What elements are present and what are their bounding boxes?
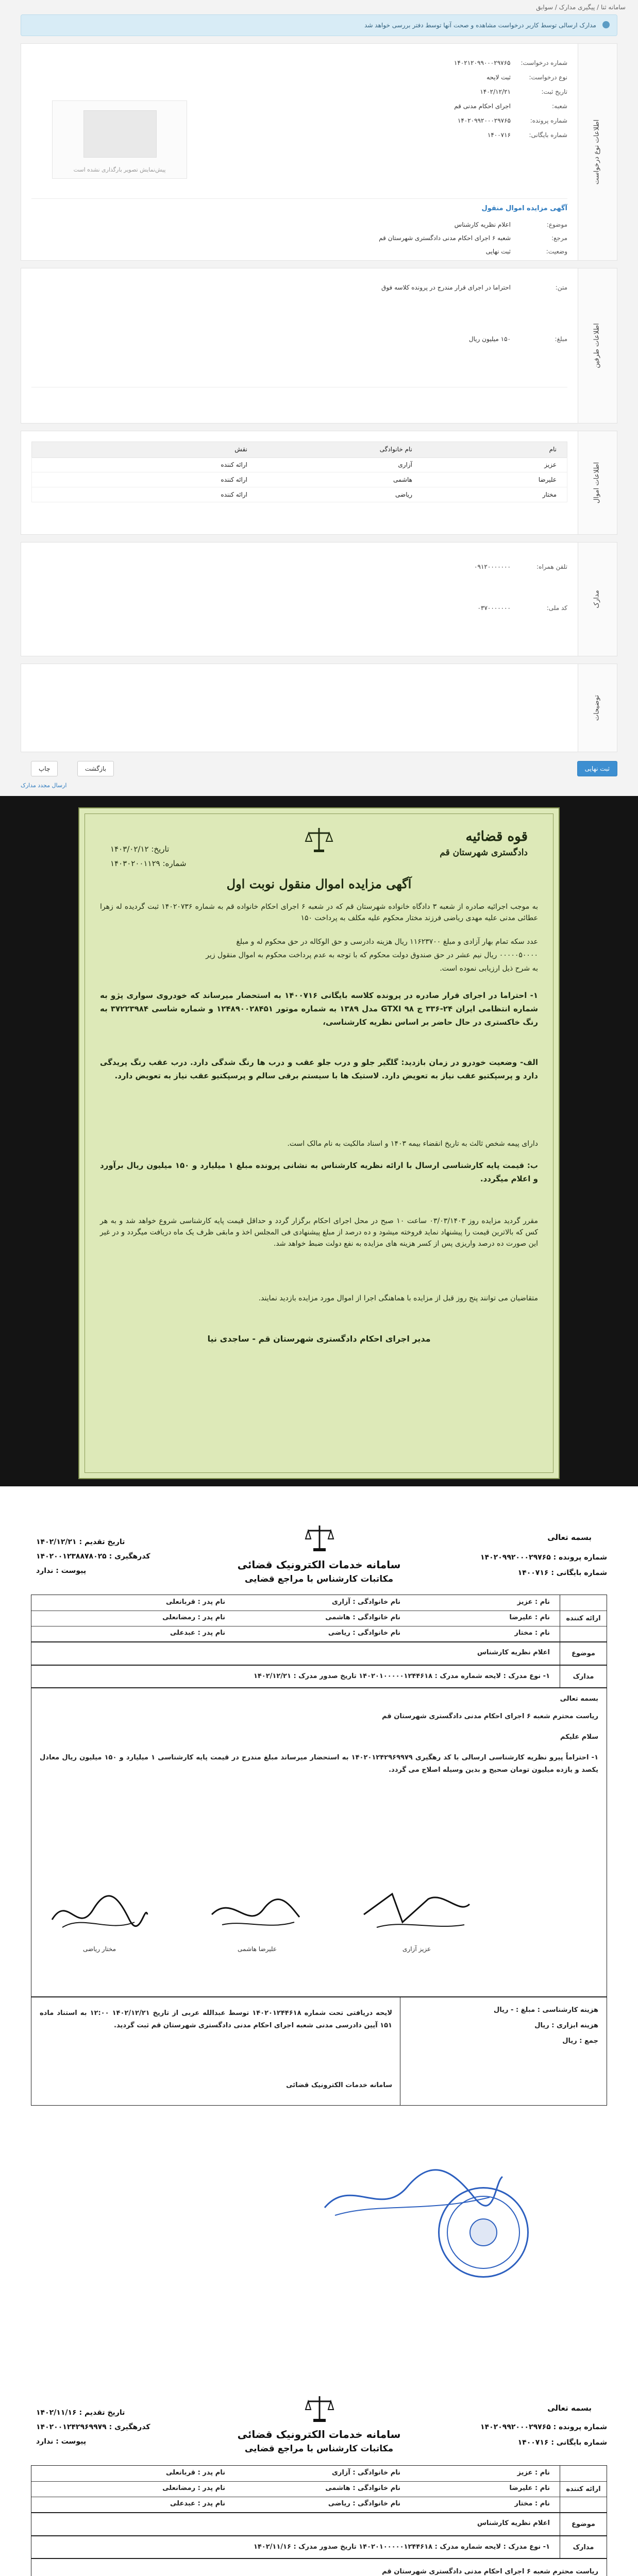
signer-name: مختار ریاضی: [83, 1945, 116, 1953]
doc-system-title: سامانه خدمات الکترونیک قضائی: [237, 1558, 401, 1571]
notice-title: آگهی مزایده اموال منقول نوبت اول: [226, 876, 412, 891]
notice-paragraph: دارای پیمه شخص ثالث به تاریخ انقضاء بیمه ۱۴۰۳ و اسناد مالکیت به نام مالک است.: [287, 1140, 538, 1148]
field-row: تاریخ ثبت:۱۴۰۲/۱۲/۲۱: [480, 88, 567, 95]
doc-registration-note: لایحه دریافتی تحت شماره ۱۴۰۲۰۱۲۴۴۶۱۸ توسط عبدالله عربی از تاریخ ۱۴۰۲/۱۲/۲۱ ۱۲:۰۰ به استناد ماده ۱۵۱ آیین دادرسی مدنی شعبه اجرای احکام مدنی دادگستری شهرستان قم ثبت گردید.: [40, 2009, 392, 2029]
doc-doc-info: ۱- نوع مدرک : لایحه شماره مدرک : ۱۴۰۲۰۱۰۰۰۰۰۱۲۴۴۶۱۸ تاریخ صدور مدرک : ۱۴۰۲/۱۲/۲۱: [253, 1672, 550, 1680]
table-row[interactable]: عزیز آزاری ارائه کننده: [31, 457, 567, 472]
notice-paragraph: مقرر گردید مزایده روز ۰۳/۰۳/۱۴۰۳ ساعت ۱۰ صبح در محل اجرای احکام برگزار گردد و حداقل قیمت پایه کارشناسی شروع خواهد شد و به هر کس که بالاترین قیمت را پیشنهاد نماید فروخته میشود و ده درصد از مبلغ پیشنهادی فی المجلس اخذ و مابقی ظرف یک ماه دریافت میگردد و در غیر این صورت ده درصد واریزی پس از کسر هزینه های مزایده به نفع دولت ضبط خواهد شد.: [100, 1217, 539, 1248]
action-bar: [21, 758, 617, 779]
doc-addressee: ریاست محترم شعبه ۶ اجرای احکام مدنی دادگستری شهرستان قم: [382, 1713, 598, 1720]
document-2: [0, 2362, 638, 2576]
doc-body: [31, 1687, 607, 1997]
doc-footer: سامانه خدمات الکترونیک قضائی: [286, 2081, 392, 2089]
field-row: شماره پرونده:۱۴۰۲۰۹۹۲۰۰۰۲۹۷۶۵: [457, 117, 567, 124]
notice-number: شماره: ۱۴۰۳۰۲۰۰۱۱۲۹: [110, 859, 187, 868]
signature-icon: [356, 1884, 475, 1940]
field-row: کد ملی:۰۳۷۰۰۰۰۰۰۰: [477, 604, 567, 612]
field-row: متن:احتراما در اجرای قرار مندرج در پرونده کلاسه فوق: [381, 284, 567, 291]
notes-card: [21, 664, 578, 752]
doc-docs-side: مدارک: [560, 1665, 607, 1688]
doc-subject-side: موضوع: [560, 2513, 607, 2536]
image-preview: [52, 100, 187, 179]
field-row: وضعیت:ثبت نهایی: [485, 248, 567, 255]
doc-doc-info: ۱- نوع مدرک : لایحه شماره مدرک : ۱۴۰۲۰۱۰۰۰۰۰۱۲۴۴۶۱۸ تاریخ صدور مدرک : ۱۴۰۲/۱۱/۱۶: [253, 2543, 550, 2551]
tab-notes[interactable]: توضیحات: [576, 664, 617, 752]
signature-icon: [47, 1884, 150, 1940]
doc-greeting: سلام علیکم: [560, 1733, 598, 1741]
doc-case-number: شماره پرونده : ۱۴۰۲۰۹۹۲۰۰۰۲۹۷۶۵: [480, 2423, 607, 2431]
official-stamp-icon: [438, 2187, 529, 2278]
breadcrumb: سامانه ثنا / پیگیری مدارک / سوابق: [536, 4, 626, 11]
doc-attachment: پیوست : ندارد: [36, 2437, 87, 2446]
doc-body: [31, 2558, 607, 2576]
notice-image-area: [0, 796, 638, 1486]
parties-card: [21, 268, 578, 423]
doc-attachment: پیوست : ندارد: [36, 1567, 87, 1575]
doc-submit-date: تاریخ تقدیم : ۱۴۰۲/۱۲/۲۱: [36, 1538, 125, 1546]
field-row: شماره درخواست:۱۴۰۲۱۲۰۹۹۰۰۰۲۹۷۶۵: [454, 59, 567, 66]
field-row: شماره بایگانی:۱۴۰۰۷۱۶: [487, 131, 567, 139]
doc-archive-number: شماره بایگانی : ۱۴۰۰۷۱۶: [517, 2438, 607, 2447]
justice-scale-icon: [304, 824, 334, 855]
doc-tracking-code: کدرهگیری : ۱۴۰۲۰۰۱۲۳۸۸۷۸۰۲۵: [36, 1552, 150, 1561]
notice-paragraph: ۰۰۰۰۰۵۰۰۰۰ ریال نیم عشر در حق صندوق دولت محکوم که با توجه به عدم پرداخت محکوم به اموال منقول زیر: [206, 951, 538, 959]
field-row: تلفن همراه:۰۹۱۲۰۰۰۰۰۰۰: [474, 563, 567, 570]
signer-name: علیرضا هاشمی: [238, 1945, 277, 1953]
doc-main-text: ۱- احتراماً پیرو نظریه کارشناسی ارسالی با کد رهگیری ۱۴۰۲۰۱۲۴۲۹۶۹۹۷۹ به استحضار میرساند مبلغ مندرج در قیمت پایه کارشناسی ۱ میلیارد و ۱۵۰ میلیون ریال معادل یکصد و یازده میلیون تومان صحیح و بدین وسیله اصلاح می گردد.: [40, 1754, 598, 1774]
tab-parties[interactable]: اطلاعات طرفین: [576, 268, 617, 423]
doc-footer-box: [31, 1996, 607, 2106]
notice-signature: مدیر اجرای احکام دادگستری شهرستان قم - ساجدی نیا: [207, 1334, 431, 1344]
doc-parties-table: ارائه کننده نام : عزیز نام خانوادگی : آزاری نام پدر : قربانعلی نام : علیرضا نام خانوادگی : هاشمی نام پدر : رمضانعلی نام : مختار نام خانوادگی : ریاضی نام پدر : عبدعلی موضوع اعلام نظریه کارشناس مدارک ۱- نوع مدرک : لایحه شماره مدرک : ۱۴۰۲۰۱۰۰۰۰۰۱۲۴۴۶۱۸ تاریخ صدور مدرک : ۱۴۰۲/۱۱/۱۶: [31, 2465, 607, 2559]
doc-docs-side: مدارک: [560, 2536, 607, 2558]
doc-case-number: شماره پرونده : ۱۴۰۲۰۹۹۲۰۰۰۲۹۷۶۵: [480, 1553, 607, 1562]
tab-request-info[interactable]: اطلاعات نوع درخواست: [576, 43, 617, 261]
doc-fee: جمع : ریال: [562, 2037, 598, 2045]
field-row: نوع درخواست:ثبت لایحه: [486, 74, 567, 81]
signer-name: عزیز آزاری: [402, 1945, 431, 1953]
document-1: [0, 1486, 638, 2362]
notice-bold-paragraph: الف- وضعیت خودرو در زمان بازدید: گلگیر جلو و درب جلو عقب و درب ها رنگ شدگی دارد. درب عقب رنگ پریدگی دارد و پرسپکتیو عقب نیاز به تعویض دارد. لاستیک ها با سیستم برقی سالم و پرسپکتیو عقب نیاز به تعویض دارد.: [100, 1058, 538, 1080]
submit-button[interactable]: ثبت نهایی: [577, 761, 617, 776]
doc-submit-date: تاریخ تقدیم : ۱۴۰۲/۱۱/۱۶: [36, 2409, 125, 2417]
resend-docs-link[interactable]: ارسال مجدد مدارک: [21, 782, 67, 789]
doc-subject: اعلام نظریه کارشناس: [477, 2519, 550, 2527]
doc-fee: هزینه ابزاری : ریال: [534, 2022, 598, 2029]
info-alert-text: مدارک ارسالی توسط کاربر درخواست مشاهده و صحت آنها توسط دفتر بررسی خواهد شد: [364, 22, 596, 29]
info-icon: [602, 21, 610, 28]
doc-submitter-side: ارائه کننده: [560, 2466, 607, 2513]
image-preview-caption: پیش‌نمایش تصویر بارگذاری نشده است: [73, 166, 166, 173]
docs-card: [21, 542, 578, 656]
notice-bold-paragraph: ب: قیمت پایه کارشناسی ارسال با ارائه نظریه کارشناس به نشانی پرونده مبلغ ۱ میلیارد و ۱۵۰ میلیون ریال برآورد و اعلام میگردد.: [100, 1161, 538, 1183]
table-row[interactable]: علیرضا هاشمی ارائه کننده: [31, 472, 567, 487]
doc-basmala: بسمه تعالی: [547, 2403, 592, 2413]
image-placeholder-icon: [83, 110, 157, 158]
notice-paragraph: به شرح ذیل ارزیابی نموده است.: [440, 964, 538, 973]
field-row: شعبه:اجرای احکام مدنی قم: [454, 103, 567, 110]
field-row: موضوع:اعلام نظریه کارشناس: [454, 221, 567, 228]
doc-system-title: سامانه خدمات الکترونیک قضائی: [237, 2428, 401, 2441]
field-row: مرجع:شعبه ۶ اجرای احکام مدنی دادگستری شهرستان قم: [379, 234, 567, 242]
tab-docs[interactable]: مدارک: [576, 542, 617, 656]
doc-basmala: بسمه تعالی: [547, 1533, 592, 1542]
notice-paragraph: متقاضیان می توانند پنج روز قبل از مزایده با هماهنگی اجرا از اموال مورد مزایده بازدید نمایند.: [258, 1294, 538, 1302]
info-alert: [21, 14, 617, 36]
divider: [31, 198, 567, 199]
judiciary-emblem-icon: [304, 2393, 335, 2424]
tab-property[interactable]: اطلاعات اموال: [576, 431, 617, 535]
doc-subject: اعلام نظریه کارشناس: [477, 1649, 550, 1656]
judiciary-emblem-icon: [304, 1522, 335, 1553]
notice-date: تاریخ: ۱۴۰۳/۰۲/۱۲: [110, 844, 170, 854]
doc-parties-table: ارائه کننده نام : عزیز نام خانوادگی : آزاری نام پدر : قربانعلی نام : علیرضا نام خانوادگی : هاشمی نام پدر : رمضانعلی نام : مختار نام خانوادگی : ریاضی نام پدر : عبدعلی موضوع اعلام نظریه کارشناس مدارک ۱- نوع مدرک : لایحه شماره مدرک : ۱۴۰۲۰۱۰۰۰۰۰۱۲۴۴۶۱۸ تاریخ صدور مدرک : ۱۴۰۲/۱۲/۲۱: [31, 1595, 607, 1688]
property-card: [21, 431, 578, 535]
request-form-screen: [0, 0, 638, 796]
doc-fee: هزینه کارشناسی : مبلغ : - ریال: [493, 2006, 598, 2014]
doc-subtitle: مکاتبات کارشناس با مراجع قضایی: [244, 2444, 394, 2454]
field-row: مبلغ:۱۵۰ میلیون ریال: [468, 335, 567, 343]
section-subtitle: آگهی مزایده اموال منقول: [481, 205, 567, 212]
notice-paragraph: به موجب اجرائیه صادره از شعبه ۳ دادگاه خانواده شهرستان قم که در شعبه ۶ اجرای احکام خانواده قم به شماره ۱۴۰۲۰۷۳۶ ثبت گردیده له زهرا عطائی مدنی علیه مهدی ریاضی فرزند مختار محکوم علیه مکلف به پرداخت ۱۵۰: [100, 903, 538, 922]
table-row[interactable]: مختار ریاضی ارائه کننده: [31, 487, 567, 502]
notice-bold-paragraph: ۱- احتراما در اجرای قرار صادره در پرونده کلاسه بایگانی ۱۴۰۰۷۱۶ به استحضار میرساند که خودروی سواری پژو به شماره انتظامی ایران ۲۴-۳۳۶ ج ۹۸ GTXI مدل ۱۳۸۹ به شماره موتور ۱۲۴۸۹۰۰۲۸۴۵۱ و شماره شاسی ۳۷۲۲۳۹۸۴ به رنگ خاکستری در حال حاضر بر اساس نظریه کارشناسی،: [100, 991, 539, 1027]
signature-icon: [202, 1889, 305, 1940]
doc-tracking-code: کدرهگیری : ۱۴۰۲۰۰۱۲۴۲۹۶۹۹۷۹: [36, 2423, 150, 2431]
doc-addressee: ریاست محترم شعبه ۶ اجرای احکام مدنی دادگستری شهرستان قم: [382, 2568, 598, 2575]
auction-notice: [78, 807, 560, 1479]
notice-subheader: دادگستری شهرستان قم: [440, 848, 528, 858]
doc-subject-side: موضوع: [560, 1642, 607, 1665]
print-button[interactable]: چاپ: [31, 761, 58, 776]
request-info-card: [21, 43, 578, 261]
doc-submitter-side: ارائه کننده: [560, 1595, 607, 1642]
doc-subtitle: مکاتبات کارشناس با مراجع قضایی: [244, 1574, 394, 1584]
doc-basmala-2: بسمه تعالی: [560, 1695, 598, 1703]
notice-header: قوه قضائیه: [465, 829, 528, 844]
table-header: نام نام خانوادگی نقش: [31, 442, 567, 458]
doc-archive-number: شماره بایگانی : ۱۴۰۰۷۱۶: [517, 1569, 607, 1577]
back-button[interactable]: بازگشت: [77, 761, 114, 776]
notice-paragraph: عدد سکه تمام بهار آزادی و مبلغ ۱۱۶۲۳۷۰۰ ریال هزینه دادرسی و حق الوکاله در حق محکوم له و مبلغ: [236, 938, 538, 946]
